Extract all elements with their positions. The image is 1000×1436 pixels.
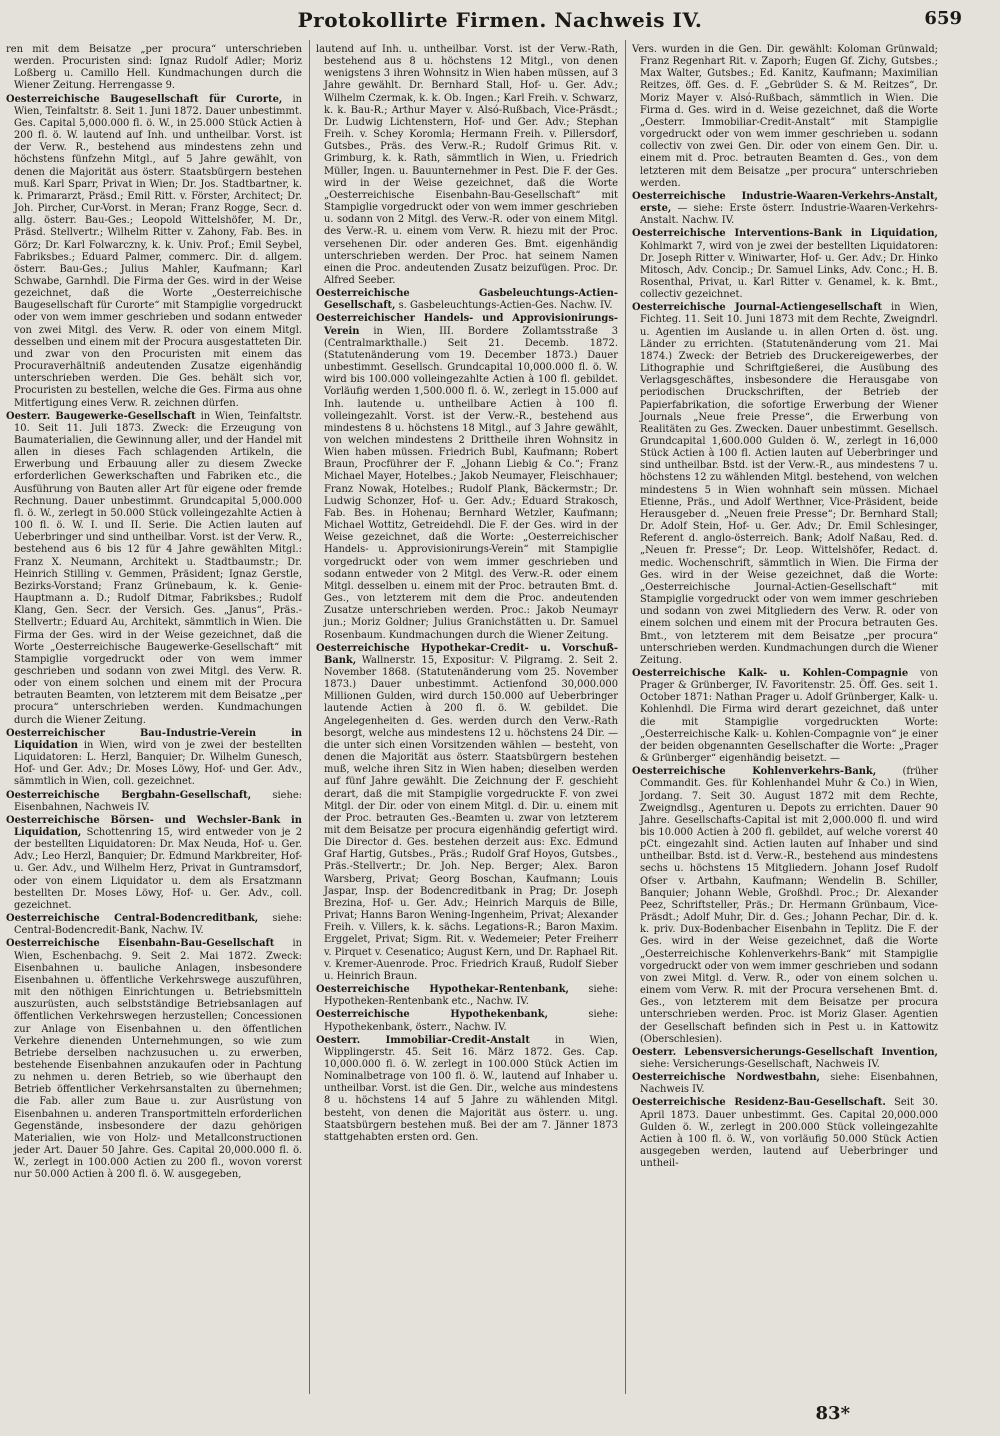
entry-text: lautend auf Inh. u. untheilbar. Vorst. ist der Verw.-Rath, bestehend aus 8 u. höchstens 12 Mitgl., von denen wenigstens 3 ihren Wohnsitz in Wien haben müssen, auf 3 Jahre gewählt. Dr. Bernhard Stall, Hof- u. Ger. Adv.; Wilhelm Czermak, k. k. Ob. Ingen.; Karl Freih. v. Schwarz, k. k. Bau-R.; Arthur Mayer v. Alsó-Rußbach, Vice-Präsdt.; Dr. Ludwig Lichtenstern, Hof- und Ger. Adv.; Stephan Freih. v. Schey Koromla; Hermann Freih. v. Pillersdorf, Gutsbes., Präs. des Verw.-R.; Rudolf Grimus Rit. v. Grimburg, k. k. Rath, sämmtlich in Wien, u. Friedrich Müller, Ingen. u. Bauunternehmer in Pest. Die F. der Ges. wird in der Weise gezeichnet, daß die Worte „Oesterreichische Eisenbahn-Bau-Gesellschaft“ mit Stampiglie vorgedruckt oder von wem immer geschrieben u. sodann von 2 Mitgl. des Verw.-R. oder von einem Mitgl. des Verw.-R. u. einem vom Verw. R. hiezu mit der Proc. versehenen Dir. oder anderen Ges. Bmt. eigenhändig unterschrieben werden. Der Proc. hat seinem Namen einen die Proc. andeutenden Zusatz beizufügen. Proc. Dr. Alfred Seeber. [316,44,618,286]
firm-name: Oesterreichische Industrie-Waaren-Verkehrs-Anstalt, erste, [632,190,938,215]
register-entry [316,1035,618,1144]
register-entry [6,913,302,937]
register-entry [632,766,938,1046]
entry-text: ren mit dem Beisatze „per procura“ unterschrieben werden. Procuristen sind: Ignaz Rudolf Adler; Moriz Loßberg u. Camillo Hell. Kundmachungen durch die Wiener Zeitung. Herrengasse 9. [6,44,302,92]
entry-text: siehe: Eisenbahnen, Nachweis IV. [14,789,302,813]
firm-name: Oesterreichische Eisenbahn-Bau-Gesellschaft [6,938,275,950]
firm-name: Oesterreichische Kalk- u. Kohlen-Compagnie [632,667,909,679]
register-entry [632,302,938,667]
firm-name: Oesterreichische Journal-Actiengesellschaft [632,302,883,314]
register-entry [6,44,302,93]
entry-text: Seit 30. April 1873. Dauer unbestimmt. Ges. Capital 20,000.000 Gulden ö. W., zerlegt in 200.000 Stück volleingezahlte Actien à 100 fl. ö. W., von vorläufig 50.000 Stück Actien ausgegeben werden, lautend auf Ueberbringer und untheil- [640,1097,938,1170]
firm-name: Oesterreichische Bergbahn-Gesellschaft, [6,789,252,801]
firm-name: Oesterreichische Hypothekenbank, [316,1009,549,1021]
firm-name: Oesterreichische Baugesellschaft für Curorte, [6,93,283,105]
entry-text: s. Gasbeleuchtungs-Actien-Ges. Nachw. IV. [398,300,613,312]
column-divider [309,40,310,1394]
register-entry [316,288,618,312]
entry-text: siehe: Eisenbahnen, Nachweis IV. [640,1072,938,1096]
firm-name: Oesterr. Immobiliar-Credit-Anstalt [316,1034,530,1046]
entry-text: Schottenring 15, wird entweder von je 2 der bestellten Liquidatoren: Dr. Max Neuda, Hof- u. Ger. Adv.; Leo Herzl, Banquier; Dr. Edmund Markbreiter, Hof- u. Ger. Adv., und Wilhelm Herz, Privat in Guntramsdorf, oder von einem Liquidator u. dem als Ersatzmann bestellten Dr. Moses Löwy, Hof- u. Ger. Adv., coll. gezeichnet. [14,827,302,911]
register-entry [632,44,938,190]
register-entry [632,1097,938,1170]
register-entry [6,815,302,912]
firm-name: Oesterreichische Residenz-Bau-Gesellschaft. [632,1097,886,1109]
entry-text: Vers. wurden in die Gen. Dir. gewählt: Koloman Grünwald; Franz Regenhart Rit. v. Zaporh; Eugen Gf. Zichy, Gutsbes.; Max Walter, Gutsbes.; Ed. Kanitz, Kaufmann; Maximilian Reitzes, öff. Ges. d. F. „Gebrüder S. & M. Reitzes“, Dr. Moriz Mayer v. Alsó-Rußbach, sämmtlich in Wien. Die Firma d. Ges. wird in d. Weise gezeichnet, daß die Worte „Oesterr. Immobiliar-Credit-Anstalt“ mit Stampiglie vorgedruckt oder von wem immer geschrieben u. sodann collectiv von zwei Gen. Dir. oder von einem Gen. Dir. u. einem mit d. Proc. betrauten Beamten d. Ges., von dem letzteren mit dem Beisatze „per procura“ unterschrieben werden. [632,44,938,189]
page-header [0,0,1000,40]
register-entry [316,44,618,287]
column-divider [625,40,626,1394]
entry-text: in Wien, Teinfaltstr. 10. Seit 11. Juli 1873. Zweck: die Erzeugung von Baumaterialien, die Gewinnung aller, und der Handel mit allen in dieses Fach schlagenden Artikeln, die Erwerbung und Erbauung aller zu diesem Zwecke erforderlichen Gewerkschaften und Fabriken etc., die Ausführung von Bauten aller Art für eigene oder fremde Rechnung. Dauer unbestimmt. Grundcapital 5,000.000 fl. ö. W., zerlegt in 50.000 Stück volleingezahlte Actien à 100 fl. ö. W. I. und II. Serie. Die Actien lauten auf Ueberbringer und sind untheilbar. Vorst. ist der Verw. R., bestehend aus 6 bis 12 für 4 Jahre gewählten Mitgl.: Franz X. Neumann, Architekt u. Stadtbaumstr.; Dr. Heinrich Stilling v. Gemmen, Präsident; Ignaz Gerstle, Bezirks-Vorstand; Franz Grünebaum, k. k. Genie-Hauptmann a. D.; Rudolf Ditmar, Fabriksbes.; Rudolf Klang, Gen. Secr. der Versich. Ges. „Janus“, Präs.-Stellvertr.; Eduard Au, Architekt, sämmtlich in Wien. Die Firma der Ges. wird in der Weise gezeichnet, daß die Worte „Oesterreichische Baugewerke-Gesellschaft“ mit Stampiglie vorgedruckt oder von wem immer geschrieben und sodann von zwei Mitgl. des Verw. R. oder von einem solchen und einem mit der Procura betrauten Beamten, von letzterem mit dem Beisatze „per procura“ unterschrieben werden. Kundmachungen durch die Wiener Zeitung. [14,410,302,726]
firm-name: Oesterreichischer Handels- und Approvisionirungs-Verein [316,313,618,337]
entry-text: in Wien, Teinfaltstr. 8. Seit 1. Juni 1872. Dauer unbestimmt. Ges. Capital 5,000.000 fl. ö. W., in 25.000 Stück Actien à 200 fl. ö. W. lautend auf Inh. und untheilbar. Vorst. ist der Verw. R., bestehend aus mindestens zehn und höchstens fünfzehn Mitgl., auf 5 Jahre gewählt, von denen die Majorität aus österr. Staatsbürgern bestehen muß. Karl Sparr, Privat in Wien; Dr. Jos. Stadtbartner, k. k. Primararzt, Präsd.; Emil Ritt. v. Förster, Architect; Dr. Joh. Pircher, Cur-Vorst. in Meran; Franz Rogge, Secr. d. allg. österr. Bau-Ges.; Leopold Wittelshöfer, M. Dr., Präsd. Stellvertr.; Wilhelm Ritter v. Zahony, Fab. Bes. in Görz; Dr. Karl Folwarczny, k. k. Univ. Prof.; Emil Seybel, Fabriksbes.; Eduard Palmer, commerc. Dir. d. allgem. österr. Bau-Ges.; Julius Mahler, Kaufmann; Karl Schwabe, Garnhdl. Die Firma der Ges. wird in der Weise gezeichnet, daß die Worte „Oesterreichische Baugesellschaft für Curorte“ mit Stampiglie vorgedruckt oder von wem immer geschrieben und sodann entweder von zwei Mitgl. des Verw. R. oder von einem Mitgl. desselben und einem mit der Procura ausgestatteten Dir. und zwar von den Procuristen mit einem das Procuraverhältniß andeutenden Zusatze eigenhändig unterschrieben werden. Die Ges. behält sich vor, Procuristen zu bestellen, welche die Ges. Firma aus ohne Mitfertigung eines Verw. R. zeichnen dürfen. [14,93,302,409]
entry-text: in Wien, III. Bordere Zollamtsstraße 3 (Centralmarkthalle.) Seit 21. Decemb. 1872. (Statutenänderung vom 19. December 1873.) Dauer unbestimmt. Gesellsch. Grundcapital 10,000.000 fl. ö. W. wird bis 100.000 volleingezahlte Actien à 100 fl. gebildet. Vorläufig werden 1,500.000 fl. ö. W., zerlegt in 15.000 auf Inh. lautende u. untheilbare Actien à 100 fl. volleingezahlt. Vorst. ist der Verw.-R., bestehend aus mindestens 8 u. höchstens 18 Mitgl., auf 3 Jahre gewählt, von welchen mindestens 2 Drittheile ihren Wohnsitz in Wien haben müssen. Friedrich Bubl, Kaufmann; Robert Braun, Procführer der F. „Johann Liebig & Co.“; Franz Michael Mayer, Hotelbes.; Jakob Neumayer, Fleischhauer; Franz Nowak, Hotelbes.; Rudolf Plank, Bäckermstr.; Dr. Ludwig Schonzer, Hof- u. Ger. Adv.; Eduard Strakosch, Fab. Bes. in Hohenau; Bernhard Wetzler, Kaufmann; Michael Wottitz, Getreidehdl. Die F. der Ges. wird in der Weise gezeichnet, daß die Worte: „Oesterreichischer Handels- u. Approvisionirungs-Verein“ mit Stampiglie vorgedruckt oder von wem immer geschrieben und sodann entweder von 2 Mitgl. des Verw.-R. oder einem Mitgl. desselben u. einem mit der Proc. betrauten Bmt. d. Ges., von letzterem mit dem die Proc. andeutenden Zusatze unterschrieben werden. Proc.: Jakob Neumayr jun.; Moriz Goldner; Julius Granichstätten u. Dr. Samuel Rosenbaum. Kundmachungen durch die Wiener Zeitung. [324,325,618,641]
firm-name: Oesterreichische Kohlenverkehrs-Bank, [632,766,877,778]
signature-mark: 83* [815,1403,850,1424]
firm-name: Oesterreichische Nordwestbahn, [632,1072,820,1084]
register-entry [6,728,302,789]
firm-name: Oesterreichische Hypothekar-Credit- u. Vorschuß-Bank, [316,642,618,666]
entry-text: in Wien, Fichteg. 11. Seit 10. Juni 1873 mit dem Rechte, Zweigndrl. u. Agentien im Auslande u. in allen Orten d. öst. ung. Länder zu errichten. (Statutenänderung vom 21. Mai 1874.) Zweck: der Betrieb des Druckereigewerbes, der Lithographie und Schriftgießerei, die Ausübung des Verlagsgeschäftes, insbesondere die Herausgabe von periodischen Druckschriften, der Betrieb der Papierfabrikation, die sofortige Erwerbung der Wiener Journals „Neue freie Presse“, die Erwerbung von Realitäten zu Ges. Zwecken. Dauer unbestimmt. Gesellsch. Grundcapital 1,600.000 Gulden ö. W., zerlegt in 16,000 Stück Actien à 100 fl. Actien lauten auf Ueberbringer und sind untheilbar. Bstd. ist der Verw.-R., aus mindestens 7 u. höchstens 12 zu wählenden Mitgl. bestehend, von welchen mindestens 5 in Wien wohnhaft sein müssen. Michael Etienne, Präs., und Adolf Werthner, Vice-Präsident, beide Herausgeber d. „Neuen freie Presse“; Dr. Bernhard Stall; Dr. Adolf Stein, Hof- u. Ger. Adv.; Dr. Emil Schlesinger, Referent d. anglo-österreich. Bank; Adolf Naßau, Red. d. „Neuen fr. Presse“; Dr. Leop. Wittelshöfer, Redact. d. medic. Wochenschrift, sämmtlich in Wien. Die Firma der Ges. wird in der Weise gezeichnet, daß die Worte: „Oesterreichische Journal-Actien-Gesellschaft“ mit Stampiglie vorgedruckt oder von wem immer geschrieben und sodann von zwei Mitgliedern des Verw. R. oder von einem solchen und einem mit der Procura betrauten Ges. Bmt., von letzterem mit dem Beisatze „per procura“ unterschrieben werden. Kundmachungen durch die Wiener Zeitung. [640,302,938,666]
entry-text: in Wien, Wipplingerstr. 45. Seit 16. März 1872. Ges. Cap. 10,000.000 fl. ö. W. zerlegt in 100.000 Stück Actien im Nominalbetrage von 100 fl. ö. W., lautend auf Inhaber u. untheilbar. Vorst. ist die Gen. Dir., welche aus mindestens 8 u. höchstens 14 auf 5 Jahre zu wählenden Mitgl. besteht, von denen die Majorität aus österr. u. ung. Staatsbürgern bestehen muß. Bei der am 7. Jänner 1873 stattgehabten ersten ord. Gen. [324,1034,618,1143]
firm-name: Oesterr. Baugewerke-Gesellschaft [6,410,196,422]
firm-name: Oesterreichische Hypothekar-Rentenbank, [316,984,569,996]
register-entry [632,228,938,301]
register-entry [632,191,938,227]
entry-text: siehe: Hypothekenbank, österr., Nachw. IV. [324,1009,618,1033]
entry-text: — siehe: Erste österr. Industrie-Waaren-Verkehrs-Anstalt. Nachw. IV. [640,203,938,227]
entry-text: siehe: Hypotheken-Rentenbank etc., Nachw. IV. [324,984,618,1008]
text-column-2 [316,44,618,1396]
register-entry [632,668,938,765]
firm-name: Oesterreichischer Bau-Industrie-Verein in Liquidation [6,727,302,751]
text-column-1 [6,44,302,1396]
entry-text: Wallnerstr. 15, Expositur: V. Pilgramg. 2. Seit 2. November 1868. (Statutenänderung vom 25. November 1873.) Dauer unbestimmt. Actienfond 30,000.000 Millionen Gulden, wird durch 150.000 auf Ueberbringer lautende Actien à 200 fl. ö. W. gebildet. Die Angelegenheiten d. Ges. werden durch den Verw.-Rath besorgt, welche aus mindestens 12 u. höchstens 24 Dir. — die unter sich einen Vorsitzenden wählen — besteht, von denen die Majorität aus österr. Staatsbürgern bestehen muß, welche ihren Sitz in Wien haben; dieselben werden auf fünf Jahre gewählt. Die Zeichnung der F. geschieht derart, daß die mit Stampiglie vorgedruckte F. von zwei Mitgl. der Dir. oder von einem Mitgl. d. Dir. u. einem mit der Proc. betrauten Ges.-Beamten u. zwar von letzterem mit dem Beisatze per procura eigenhändig gefertigt wird. Die Director d. Ges. bestehen derzeit aus: Exc. Edmund Graf Hartig, Gutsbes., Präs.; Rudolf Graf Hoyos, Gutsbes., Präs.-Stellvertr.; Dr. Joh. Nep. Berger; Alex. Baron Warsberg, Privat; Georg Boschan, Kaufmann; Louis Jaspar, Insp. der Bodencreditbank in Prag; Dr. Joseph Brezina, Hof- u. Ger. Adv.; Heinrich Marquis de Bille, Privat; Hanns Baron Wening-Ingenheim, Privat; Alexander Freih. v. Villers, k. k. sächs. Legations-R.; Baron Maxim. Erggelet, Privat; Sigm. Rit. v. Wedemeier; Peter Freiherr v. Pirquet v. Cesenatico; August Kern, und Dr. Raphael Rit. v. Kremer-Auenrode. Proc. Friedrich Krauß, Rudolf Sieber u. Heinrich Braun. [324,654,618,982]
register-entry [316,643,618,983]
register-entry [6,790,302,814]
page-number: 659 [924,8,962,29]
text-column-3 [632,44,938,1396]
firm-name: Oesterreichische Gasbeleuchtungs-Actien-Gesellschaft, [316,288,618,312]
entry-text: siehe: Central-Bodencredit-Bank, Nachw. IV. [14,913,302,937]
running-title: Protokollirte Firmen. Nachweis IV. [297,8,703,32]
entry-text: Kohlmarkt 7, wird von je zwei der bestellten Liquidatoren: Dr. Joseph Ritter v. Winiwarter, Hof- u. Ger. Adv.; Dr. Hinko Mitosch, Adv. Concip.; Dr. Samuel Links, Adv. Conc.; H. B. Rosenthal, Privat, u. Karl Ritter v. Genamel, k. k. Bmt., collectiv gezeichnet. [640,240,938,301]
firm-name: Oesterr. Lebensversicherungs-Gesellschaft Invention, [632,1046,938,1058]
register-entry [6,938,302,1181]
entry-text: in Wien, wird von je zwei der bestellten Liquidatoren: L. Herzl, Banquier; Dr. Wilhelm Gunesch, Hof- und Ger. Adv.; Dr. Moses Löwy, Hof- und Ger. Adv., sämmtlich in Wien, coll. gezeichnet. [14,739,302,788]
register-entry [632,1072,938,1096]
register-entry [632,1047,938,1071]
firm-name: Oesterreichische Central-Bodencreditbank, [6,913,259,925]
entry-text: in Wien, Eschenbachg. 9. Seit 2. Mai 1872. Zweck: Eisenbahnen u. bauliche Anlagen, insbesondere Eisenbahnen u. öffentliche Verkehrswege auszuführen, mit den nöthigen Einrichtungen u. Betriebsmitteln auszurüsten, auch selbstständige Betriebsanlagen auf öffentlichen Verkehrswegen herzustellen; Concessionen zur Anlage von Eisenbahnen u. den öffentlichen Verkehre dienenden Unternehmungen, so wie zum Betriebe derselben nachzusuchen u. zu erwerben, bestehende Eisenbahnen anzukaufen oder in Pachtung zu nehmen u. deren Betrieb, so wie überhaupt den Betrieb öffentlicher Verkehrsanstalten zu übernehmen; die Fab. aller zum Baue u. zur Ausrüstung von Eisenbahnen u. anderen Transportmitteln erforderlichen Gegenstände, insbesondere der dazu gehörigen Materialien, wie von Holz- und Metallconstructionen jeder Art. Dauer 50 Jahre. Ges. Capital 20,000.000 fl. ö. W., zerlegt in 100.000 Actien zu 200 fl., wovon vorerst nur 50.000 Actien à 200 fl. ö. W. ausgegeben, [14,938,302,1181]
register-entry [316,984,618,1008]
register-entry [6,411,302,727]
entry-text: (früher Commandit. Ges. für Kohlenhandel Muhr & Co.) in Wien, Jordang. 7. Seit 30. August 1872 mit dem Rechte, Zweigndlsg., Agenturen u. Depots zu errichten. Dauer 90 Jahre. Gesellschafts-Capital ist mit 2,000.000 fl. und wird bis 10.000 Actien à 200 fl. gebildet, auf welche vorerst 40 pCt. eingezahlt sind. Actien lauten auf Inhaber und sind untheilbar. Bstd. ist d. Verw.-R., bestehend aus mindestens sechs u. höchstens 15 Mitgliedern. Johann Josef Rudolf Ofser v. Artbahn, Kaufmann; Wendelin B. Schiller, Banquier; Johann Weble, Großhdl. Proc.; Dr. Alexander Peez, Schriftsteller, Präs.; Dr. Hermann Grünbaum, Vice-Präsdt.; Adolf Muhr, Dir. d. Ges.; Johann Pechar, Dir. d. k. k. priv. Dux-Bodenbacher Eisenbahn in Teplitz. Die F. der Ges. wird in der Weise gezeichnet, daß die Worte „Oesterreichische Kohlenverkehrs-Bank“ mit Stampiglie vorgedruckt oder von wem immer geschrieben und sodann von zwei Mitgl. d. Verw. R., oder von einem solchen u. einem vom Verw. R. mit der Procura versehenen Bmt. d. Ges., von letzterem mit dem Beisatze per procura unterschrieben werden. Proc. ist Moriz Glaser. Agentien der Gesellschaft befinden sich in Pest u. in Kattowitz (Oberschlesien). [640,766,938,1045]
register-entry [6,94,302,410]
register-entry [316,313,618,641]
entry-text: von Prager & Grünberger, IV. Favoritenstr. 25. Öff. Ges. seit 1. October 1871: Nathan Prager u. Adolf Grünberger, Kalk- u. Kohlenhdl. Die Firma wird derart gezeichnet, daß unter die mit Stampiglie vorgedruckten Worte: „Oesterreichische Kalk- u. Kohlen-Compagnie von“ je einer der beiden obgenannten Gesellschafter die Worte: „Prager & Grünberger“ eigenhändig beisetzt. — [640,667,938,765]
register-entry [316,1009,618,1033]
firm-name: Oesterreichische Börsen- und Wechsler-Bank in Liquidation, [6,814,302,838]
entry-text: siehe: Versicherungs-Gesellschaft, Nachweis IV. [640,1058,880,1070]
firm-name: Oesterreichische Interventions-Bank in Liquidation, [632,228,938,240]
